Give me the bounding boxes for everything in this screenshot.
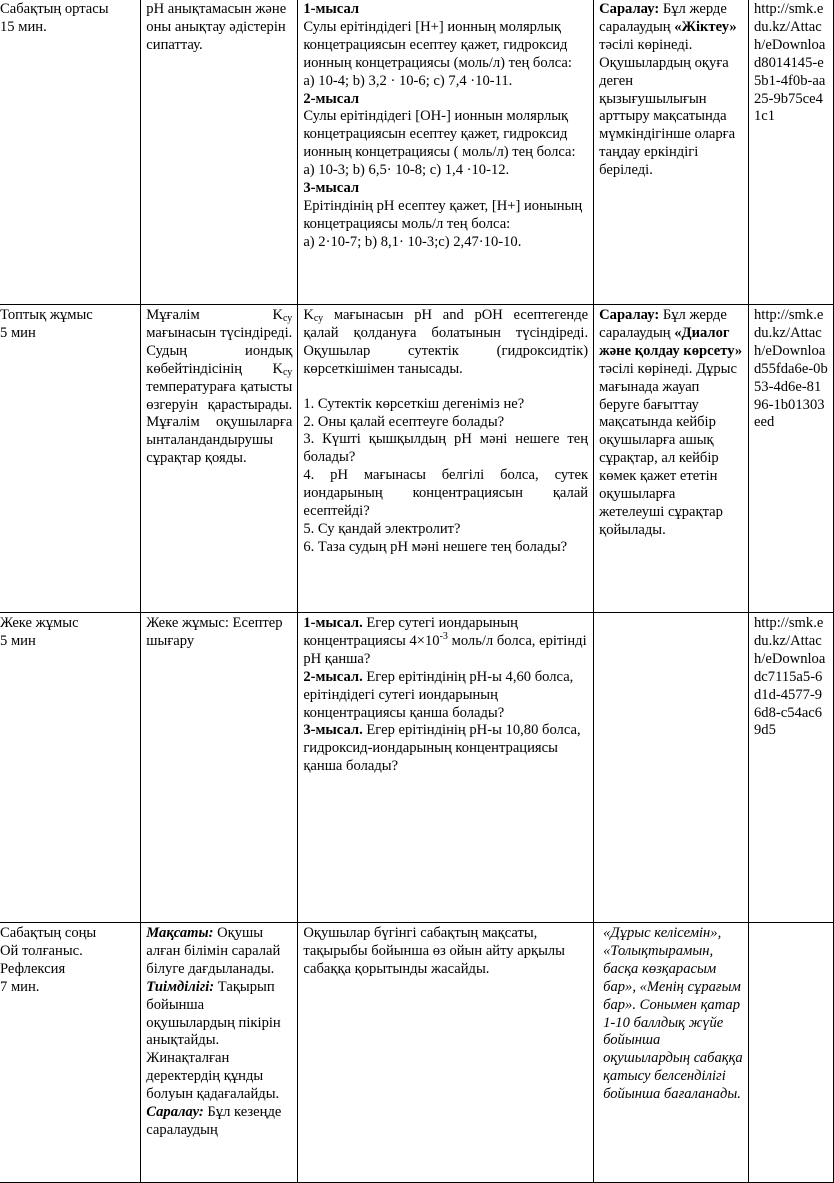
- teacher-text: pH анықтамасын және оны анықтау әдістерін сипаттау.: [146, 1, 287, 53]
- task-title: 1-мысал.: [303, 615, 363, 631]
- intro-post: мағынасын pH and pOH есептегенде қалай қолдануға болатынын түсіндіреді. Оқушылар сутектік (гидроксидтік) көрсеткішімен танысады.: [303, 307, 589, 377]
- task-item: [303, 615, 588, 669]
- resource-link[interactable]: http://smk.edu.kz/Attach/eDownloadc7115a5-6d1d-4577-96d8-c54ac69d5: [754, 615, 826, 739]
- content-cell: [298, 613, 594, 923]
- stage-title: Жеке жұмыс: [0, 615, 79, 631]
- k-subscript: су: [283, 366, 293, 378]
- teacher-cell: [141, 305, 298, 613]
- task-text: Егер ерітіндінің pH-ы 10,80 болса, гидроксид-иондарының концентрациясы қанша болады?: [303, 722, 581, 775]
- intro-text: [303, 307, 588, 379]
- task-text-post: моль/л болса, ерітінді pH қанша?: [303, 632, 587, 667]
- task-item: [303, 669, 588, 723]
- example-options: а) 10-3; b) 6,5· 10-8; c) 1,4 ·10-12.: [303, 162, 510, 179]
- resource-cell: [749, 923, 834, 1183]
- table-row: [0, 923, 834, 1183]
- task-text: Егер ерітіндінің pH-ы 4,60 болса, ерітіндідегі сутегі иондарының концентрациясы қанша болады?: [303, 668, 574, 721]
- question-item: 4. pH мағынасы белгілі болса, сутек иондарының концентрациясын қалай есептейді?: [303, 467, 589, 520]
- teacher-cell: [141, 923, 298, 1183]
- question-item: 6. Таза судың pH мәні нешеге тең болады?: [303, 538, 568, 555]
- stage-cell: [0, 305, 141, 613]
- content-cell: [298, 923, 594, 1183]
- diff-text: Бұл жерде саралаудың: [599, 1, 727, 35]
- teacher-text-post2: температураға қатысты өзгеруін қарастырады. Мұғалім оқушыларға ынталандандырушы сұрақтар қояды.: [146, 378, 293, 467]
- diff-text: Бұл жерде саралаудың: [599, 307, 727, 341]
- aim-label: Мақсаты:: [146, 925, 214, 941]
- stage-subtitle: Рефлексия: [0, 960, 66, 977]
- example-title: 3-мысал: [303, 180, 360, 197]
- question-item: 3. Күшті қышқылдың pH мәні нешеге тең болады?: [303, 431, 589, 466]
- stage-title: Топтық жұмыс: [0, 307, 93, 323]
- spacer: [303, 379, 588, 396]
- stage-cell: [0, 923, 141, 1183]
- table-row: [0, 305, 834, 613]
- differentiation-cell: [594, 0, 749, 305]
- aim-text: Оқушы алған білімін саралай білуге дағдыланады.: [146, 925, 281, 977]
- intro-pre: K: [303, 307, 314, 323]
- differentiation-cell: [594, 613, 749, 923]
- differentiation-cell: [594, 305, 749, 613]
- stage-title: Сабақтың ортасы: [0, 1, 109, 17]
- content-cell: [298, 305, 594, 613]
- diff-method: «Жіктеу»: [674, 18, 737, 35]
- example-text: Ерітіндінің pH есептеу қажет, [H+] ионының концетрациясы моль/л тең болса:: [303, 197, 583, 232]
- stage-cell: [0, 613, 141, 923]
- reflection-text: «Дұрыс келісемін», «Толықтырамын, басқа көзқарасым бар», «Менің сұрағым бар». Сонымен қатар 1-10 баллдық жүйе бойынша оқушылардың сабаққа қатысу белсенділігі бойынша бағаланады.: [603, 925, 743, 1103]
- example-options: а) 10-4; b) 3,2 · 10-6; c) 7,4 ·10-11.: [303, 72, 513, 89]
- task-item: [303, 722, 588, 776]
- example-title: 2-мысал: [303, 90, 360, 107]
- task-title: 2-мысал.: [303, 668, 363, 685]
- resource-cell: [749, 305, 834, 613]
- teacher-text: Жеке жұмыс: Есептер шығару: [146, 615, 283, 649]
- k-subscript: су: [313, 313, 324, 324]
- question-item: 1. Сутектік көрсеткіш дегеніміз не?: [303, 395, 525, 412]
- effect-text: Тақырып бойынша оқушылардың пікірін анықтайды. Жинақталған деректердің құнды болуын қадағалайды.: [146, 978, 281, 1103]
- task-title: 3-мысал.: [303, 722, 363, 739]
- effect-label: Тиімділігі:: [146, 978, 215, 995]
- teacher-cell: [141, 613, 298, 923]
- task-text: Егер сутегі иондарының концентрациясы 4×10: [303, 615, 518, 649]
- diff-label: Саралау:: [146, 1104, 204, 1121]
- resource-cell: [749, 0, 834, 305]
- diff-rest: тәсілі көрінеді. Оқушылардың оқуға деген қызығушылығын арттыру мақсатында мүмкіндігінше оларға таңдау еркіндігі беріледі.: [599, 36, 736, 179]
- stage-subtitle: Ой толғаныс.: [0, 942, 83, 959]
- stage-duration: 15 мин.: [0, 18, 47, 35]
- diff-text: Бұл кезеңде саралаудың: [146, 1104, 282, 1138]
- resource-link[interactable]: http://smk.edu.kz/Attach/eDownload8014145-e5b1-4f0b-aa25-9b75ce41c1: [754, 1, 826, 125]
- diff-label: Саралау:: [599, 1, 660, 17]
- diff-rest: тәсілі көрінеді. Дұрыс мағынада жауап беруге бағыттау мақсатында кейбір оқушыларға ашық сұрақтар, ал кейбір көмек қажет ететін оқушыларға жетелеуші сұрақтар қойылады.: [599, 360, 737, 538]
- diff-method: «Диалог және қолдау көрсету»: [599, 324, 743, 359]
- teacher-text-post: мағынасын түсіндіреді. Судың иондық көбейтіндісінің K: [146, 324, 293, 377]
- resource-cell: [749, 613, 834, 923]
- example-text: Сулы ерітіндідегі [H+] ионның молярлық концетрациясын есептеу қажет, гидроксид ионның концетрациясы (моль/л) тең болса:: [303, 18, 572, 71]
- exponent: -3: [439, 630, 448, 642]
- example-title: 1-мысал: [303, 1, 360, 17]
- example-options: а) 2·10-7; b) 8,1· 10-3;c) 2,47·10-10.: [303, 233, 522, 250]
- stage-cell: [0, 0, 141, 305]
- stage-title: Сабақтың соңы: [0, 925, 97, 941]
- k-subscript: су: [283, 313, 293, 324]
- example-text: Сулы ерітіндідегі [OH-] ионнын молярлық концетрациясын есептеу қажет, гидроксид ионның концетрациясы ( моль/л) тең болса:: [303, 108, 576, 161]
- question-item: 5. Су қандай электролит?: [303, 520, 461, 537]
- activity-text: Оқушылар бүгінгі сабақтың мақсаты, тақырыбы бойынша өз ойын айту арқылы сабаққа қорытынды жасайды.: [303, 925, 565, 977]
- resource-link[interactable]: http://smk.edu.kz/Attach/eDownload55fda6e-0b53-4d6e-8196-1b01303eed: [754, 307, 828, 431]
- teacher-cell: [141, 0, 298, 305]
- content-cell: [298, 0, 594, 305]
- diff-label: Саралау:: [599, 307, 660, 323]
- stage-duration: 7 мин.: [0, 978, 40, 995]
- teacher-text-pre: Мұғалім K: [146, 307, 283, 323]
- table-row: [0, 0, 834, 305]
- stage-duration: 5 мин: [0, 632, 36, 649]
- table-row: [0, 613, 834, 923]
- question-item: 2. Оны қалай есептеуге болады?: [303, 413, 505, 430]
- stage-duration: 5 мин: [0, 324, 36, 341]
- differentiation-cell: [594, 923, 749, 1183]
